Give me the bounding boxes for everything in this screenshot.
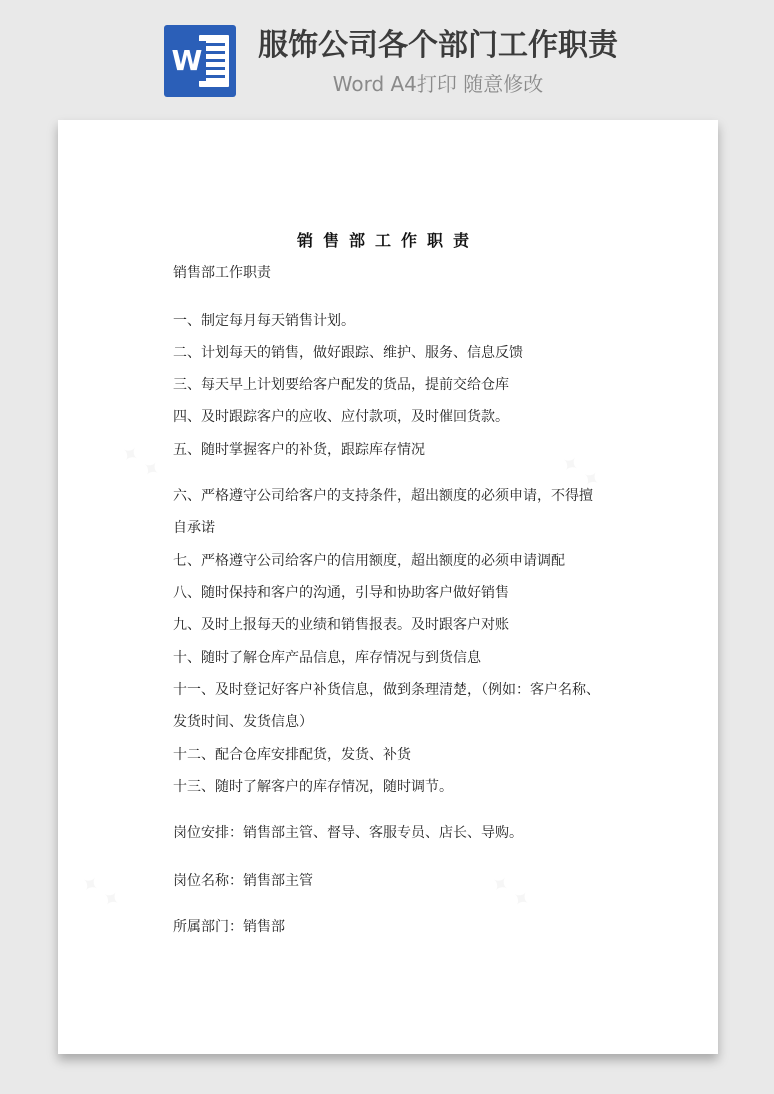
duty-line: 十二、配合仓库安排配货，发货、补货 xyxy=(173,747,411,763)
duty-line: 七、严格遵守公司给客户的信用额度，超出额度的必须申请调配 xyxy=(173,553,565,569)
banner xyxy=(0,0,774,110)
duty-line: 九、及时上报每天的业绩和销售报表。及时跟客户对账 xyxy=(173,617,509,633)
intro-line: 销售部工作职责 xyxy=(173,265,271,281)
positions-line: 岗位安排：销售部主管、督导、客服专员、店长、导购。 xyxy=(173,825,523,841)
duty-line: 自承诺 xyxy=(173,520,215,536)
department-line: 所属部门：销售部 xyxy=(173,919,285,935)
document-page xyxy=(58,120,718,1054)
banner-subtitle: Word A4打印 随意修改 xyxy=(332,72,544,96)
word-document-icon xyxy=(164,25,236,97)
duty-line: 八、随时保持和客户的沟通，引导和协助客户做好销售 xyxy=(173,585,509,601)
watermark xyxy=(75,870,125,916)
duty-line: 六、严格遵守公司给客户的支持条件，超出额度的必须申请，不得擅 xyxy=(173,488,593,504)
word-letter: W xyxy=(168,41,206,81)
document-heading: 销售部工作职责 xyxy=(296,231,479,250)
watermark xyxy=(485,870,535,916)
duty-line: 四、及时跟踪客户的应收、应付款项，及时催回货款。 xyxy=(173,409,509,425)
duty-line: 五、随时掌握客户的补货，跟踪库存情况 xyxy=(173,442,425,458)
watermark xyxy=(115,440,165,486)
duty-line: 二、计划每天的销售，做好跟踪、维护、服务、信息反馈 xyxy=(173,345,523,361)
duty-line: 一、制定每月每天销售计划。 xyxy=(173,313,355,329)
duty-line: 发货时间、发货信息） xyxy=(173,714,313,730)
banner-title: 服饰公司各个部门工作职责 xyxy=(258,28,618,63)
position-name-line: 岗位名称：销售部主管 xyxy=(173,873,313,889)
duty-line: 十一、及时登记好客户补货信息，做到条理清楚，（例如：客户名称、 xyxy=(173,682,600,698)
duty-line: 十、随时了解仓库产品信息，库存情况与到货信息 xyxy=(173,650,481,666)
duty-line: 三、每天早上计划要给客户配发的货品，提前交给仓库 xyxy=(173,377,509,393)
duty-line: 十三、随时了解客户的库存情况，随时调节。 xyxy=(173,779,453,795)
